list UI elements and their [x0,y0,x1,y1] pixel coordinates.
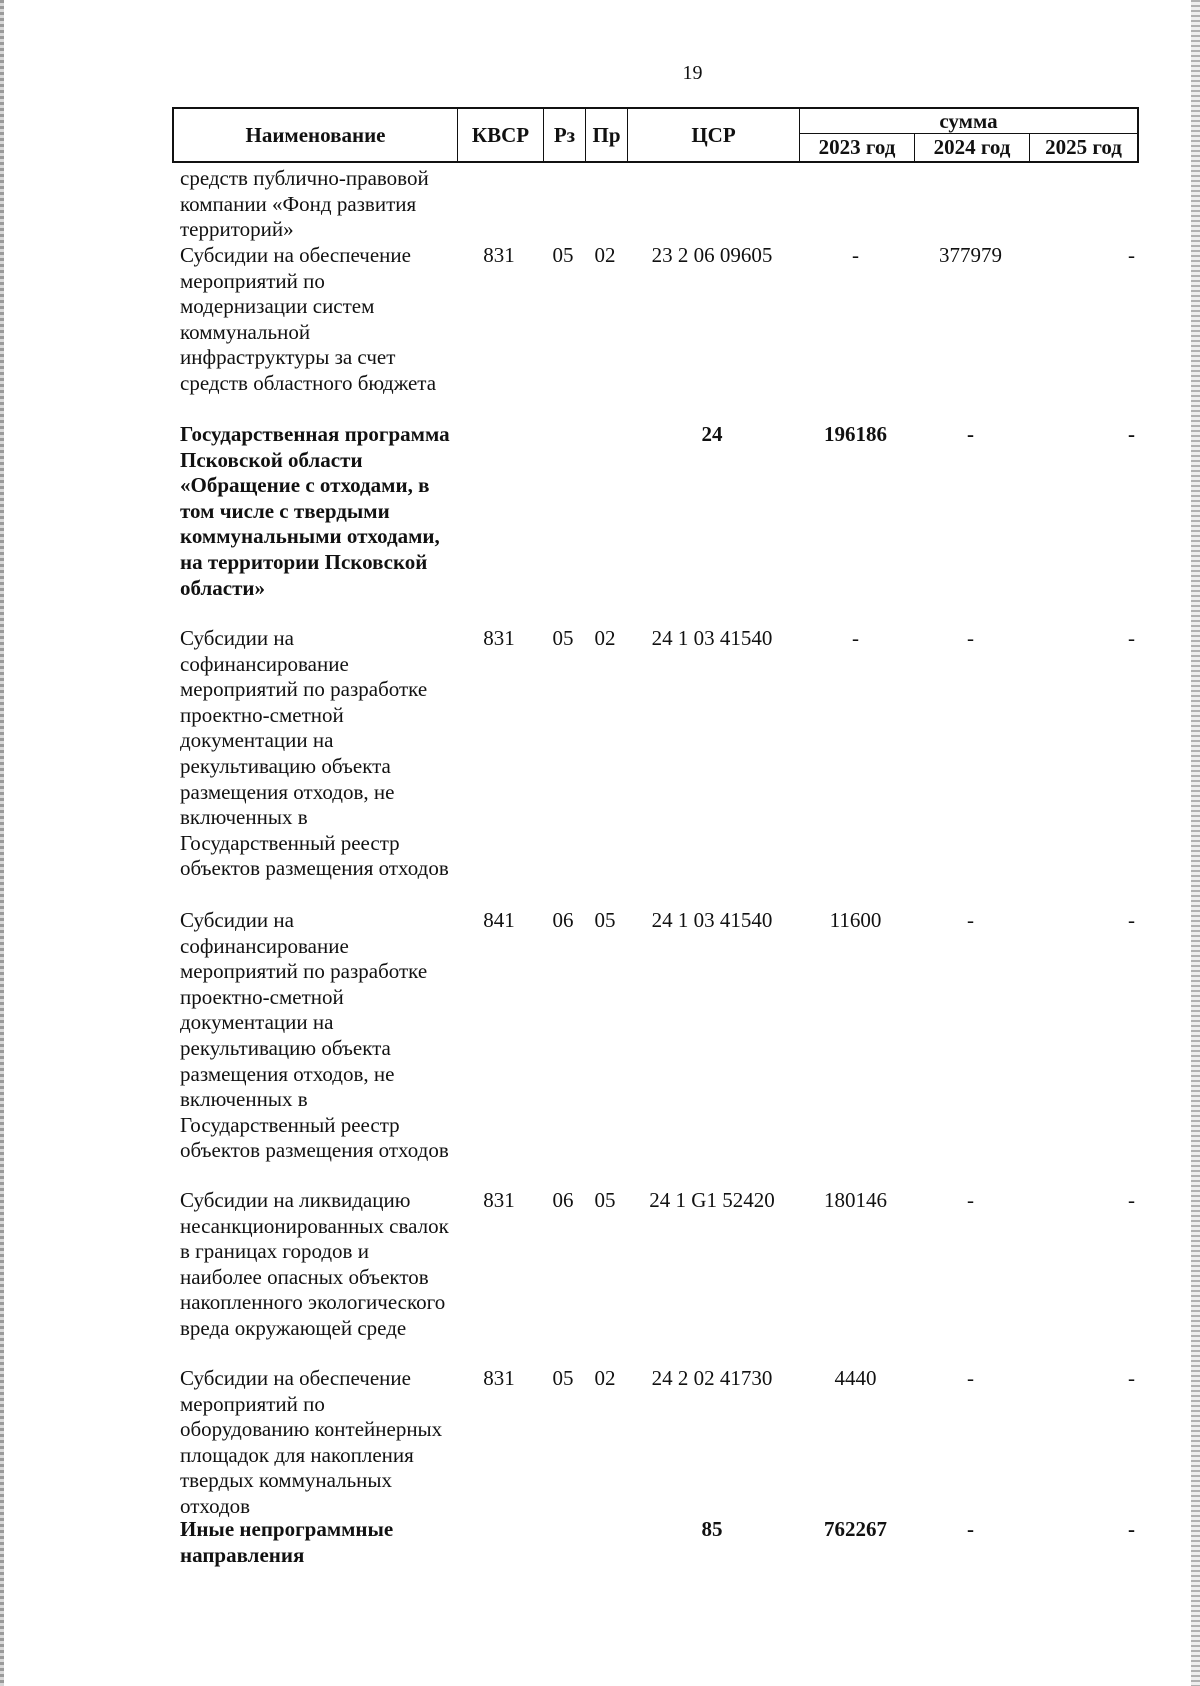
header-year-2024: 2024 год [915,134,1030,161]
row-2024: - [967,422,974,446]
row-name: Государственная программа Псковской области «Обращение с отходами, в том числе с твердыми коммунальными отходами, на территории Псковской области» [180,422,450,600]
row-rz: 05 [552,626,574,650]
row-rz: 06 [552,908,574,932]
row-pr: 02 [594,626,616,650]
row-kvsr: 831 [483,243,515,267]
header-year-2025: 2025 год [1045,135,1122,159]
row-kvsr: 831 [483,1366,515,1390]
row-name: Субсидии на обеспечение мероприятий по оборудованию контейнерных площадок для накопления твердых коммунальных отходов [180,1366,443,1518]
row-pr: 05 [594,908,616,932]
row-rz: 05 [552,1366,574,1390]
row-rz: 06 [552,1188,574,1212]
row-name: средств публично-правовой компании «Фонд развития территорий» [180,166,429,242]
row-2023: 11600 [829,908,882,932]
row-csr: 23 2 06 09605 [651,243,773,267]
header-rz: Рз [544,109,586,161]
header-pr: Пр [586,109,628,161]
row-2025: - [1128,422,1135,446]
row-2025: - [1128,1366,1135,1390]
row-2025: - [1128,626,1135,650]
row-pr: 02 [594,243,616,267]
row-2024: - [967,1366,974,1390]
row-name: Субсидии на ликвидацию несанкционированных свалок в границах городов и наиболее опасных объектов накопленного экологического вреда окружающей среде [180,1188,449,1340]
row-2025: - [1128,1517,1135,1541]
row-2025: - [1128,243,1135,267]
row-2023: 196186 [824,422,887,446]
row-pr: 02 [594,1366,616,1390]
row-2024: 377979 [939,243,1002,267]
row-kvsr: 831 [483,1188,515,1212]
row-csr: 24 1 G1 52420 [649,1188,775,1212]
row-kvsr: 831 [483,626,515,650]
row-rz: 05 [552,243,574,267]
row-name: Субсидии на софинансирование мероприятий по разработке проектно-сметной документации на рекультивацию объекта размещения отходов, не включенных в Государственный реестр объектов размещения отходов [180,908,449,1163]
row-2024: - [967,1188,974,1212]
row-csr: 24 1 03 41540 [651,626,773,650]
row-2024: - [967,908,974,932]
scan-edge-right [1191,0,1200,1686]
table-header [172,107,1139,163]
row-name: Субсидии на обеспечение мероприятий по модернизации систем коммунальной инфраструктуры за счет средств областного бюджета [180,243,437,395]
header-sum: сумма [800,109,1137,134]
row-2023: 762267 [824,1517,887,1541]
row-kvsr: 841 [483,908,515,932]
row-csr: 85 [701,1517,723,1541]
header-year-2023: 2023 год [800,134,915,161]
page-number: 19 [682,62,703,84]
row-2023: 180146 [824,1188,887,1212]
row-2023: - [852,626,859,650]
row-name: Субсидии на софинансирование мероприятий по разработке проектно-сметной документации на рекультивацию объекта размещения отходов, не включенных в Государственный реестр объектов размещения отходов [180,626,449,881]
row-csr: 24 2 02 41730 [651,1366,773,1390]
row-pr: 05 [594,1188,616,1212]
row-2023: - [852,243,859,267]
row-2023: 4440 [834,1366,877,1390]
header-kvsr: КВСР [458,109,544,161]
row-csr: 24 [701,422,723,446]
row-name: Иные непрограммные направления [180,1517,394,1567]
row-csr: 24 1 03 41540 [651,908,773,932]
row-2024: - [967,626,974,650]
row-2024: - [967,1517,974,1541]
header-csr: ЦСР [628,109,800,161]
header-name: Наименование [174,109,458,161]
row-2025: - [1128,908,1135,932]
row-2025: - [1128,1188,1135,1212]
scan-edge-left [0,0,4,1686]
